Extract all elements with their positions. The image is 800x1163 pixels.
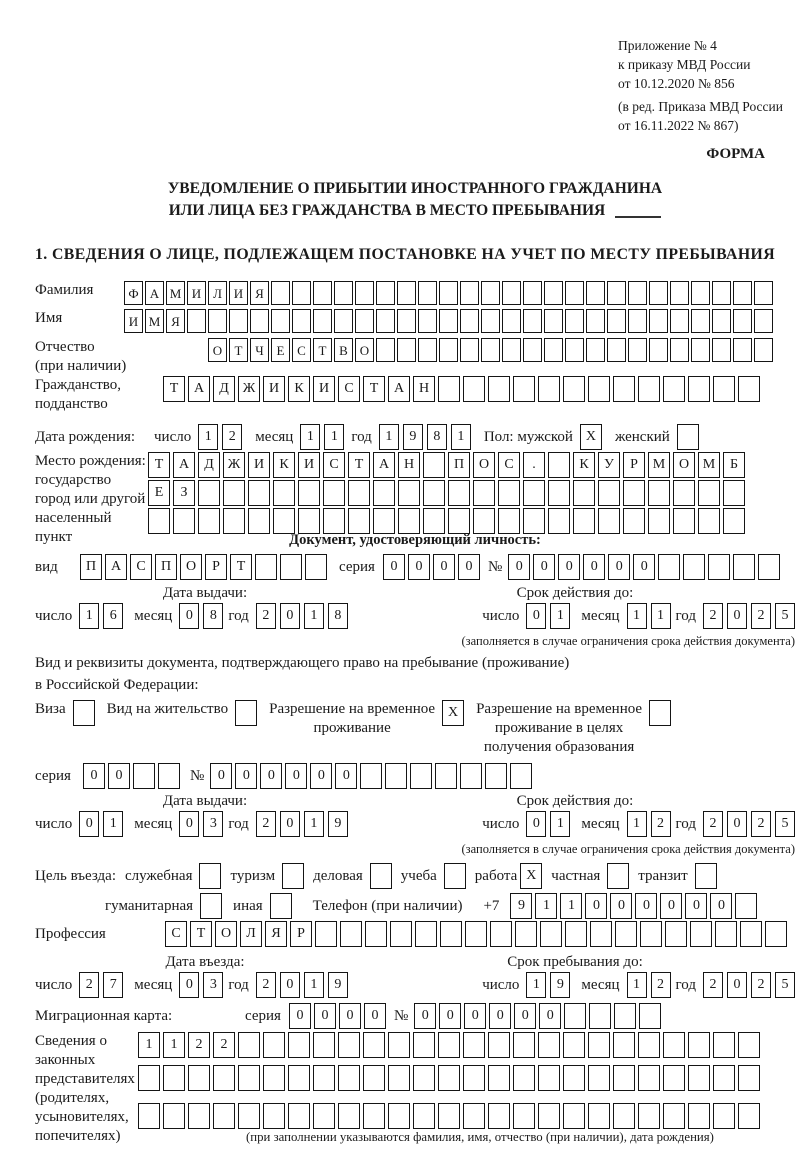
migcard-series-label: серия	[245, 1007, 281, 1024]
birthplace-cells-line1[interactable]: Т А Д Ж И К И С Т А Н П О С . К У Р М О М Б	[148, 452, 745, 478]
rvp-education-checkbox[interactable]	[649, 700, 671, 726]
requisite-line: к приказу МВД России	[618, 57, 751, 72]
requisite-note-line: (в ред. Приказа МВД России	[618, 99, 783, 114]
doc-issue-day-cells[interactable]: 1 6	[79, 603, 123, 629]
purpose-label: Цель въезда:	[35, 867, 116, 884]
purpose-study-checkbox[interactable]	[444, 863, 466, 889]
forma-label: ФОРМА	[706, 146, 765, 162]
resdoc-intro-line1: Вид и реквизиты документа, подтверждающего право на пребывание (проживание)	[35, 655, 570, 671]
visa-checkbox[interactable]	[73, 700, 95, 726]
resdoc-series-label: серия	[35, 767, 71, 784]
surname-row	[35, 281, 795, 305]
doc-valid-date: число 0 1 месяц 1 1 год 2 0 2 5	[482, 603, 795, 629]
patronymic-cells[interactable]: О Т Ч Е С Т В О	[208, 338, 773, 362]
sex-female-label: женский	[614, 428, 670, 445]
requisite-note-line: от 16.11.2022 № 867)	[618, 118, 739, 133]
birthdate-label: Дата рождения:	[35, 428, 136, 445]
document-requisites	[618, 36, 798, 135]
doc-dates-headers	[35, 585, 795, 602]
purpose-study: учеба	[401, 863, 466, 889]
patronymic-row	[35, 338, 795, 376]
doc-type-cells[interactable]: П А С П О Р Т	[80, 554, 327, 580]
migcard-number-cells[interactable]: 0 0 0 0 0 0	[414, 1003, 661, 1029]
doc-issue-header: Дата выдачи:	[162, 585, 248, 601]
purpose-other-checkbox[interactable]	[270, 893, 292, 919]
resdoc-dates-row	[35, 811, 795, 837]
representatives-label: Сведения о законных представителях (родителях, усыновителях, попечителях)	[35, 1033, 135, 1144]
stay-until-date: число 1 9 месяц 1 2 год 2 0 2 5	[482, 972, 795, 998]
resdoc-valid-date: число 0 1 месяц 1 2 год 2 0 2 5	[482, 811, 795, 837]
purpose-business: деловая	[313, 863, 392, 889]
firstname-label: Имя	[35, 310, 63, 326]
representatives-cells-line3[interactable]	[138, 1103, 760, 1129]
birthplace-cells-block	[148, 452, 795, 539]
month-label: месяц	[255, 428, 294, 445]
requisite-line: от 10.12.2020 № 856	[618, 76, 735, 91]
stay-until-header: Срок пребывания до:	[507, 954, 643, 970]
rvp-label: Разрешение на временное проживание	[269, 701, 436, 736]
entry-date-header: Дата въезда:	[165, 954, 245, 970]
phone-cells[interactable]: 9 1 1 0 0 0 0 0 0	[510, 893, 757, 919]
doc-series-label: серия	[339, 558, 375, 575]
day-label: число	[154, 428, 192, 445]
stay-month-cells[interactable]: 1 2	[627, 972, 671, 998]
surname-cells[interactable]: Ф А М И Л И Я	[124, 281, 773, 305]
stay-day-cells[interactable]: 1 9	[526, 972, 570, 998]
doc-valid-month-cells[interactable]: 1 1	[627, 603, 671, 629]
firstname-cells[interactable]: И М Я	[124, 309, 773, 333]
purpose-private: частная	[551, 863, 629, 889]
resdoc-issue-header: Дата выдачи:	[162, 793, 248, 809]
title-underline	[615, 216, 661, 218]
resdoc-dates-headers	[35, 793, 795, 810]
resdoc-valid-month-cells[interactable]: 1 2	[627, 811, 671, 837]
resdoc-issue-year-cells[interactable]: 2 0 1 9	[256, 811, 348, 837]
rvp-education-label: Разрешение на временное проживание в целях получения образования	[476, 701, 643, 755]
purpose-private-checkbox[interactable]	[607, 863, 629, 889]
doc-valid-header: Срок действия до:	[516, 585, 634, 601]
birth-day-cells[interactable]: 1 2	[198, 424, 242, 450]
resdoc-type-row	[35, 700, 795, 757]
doc-type-label: вид	[35, 558, 58, 575]
purpose-row1	[35, 863, 795, 889]
migcard-series-cells[interactable]: 0 0 0 0	[289, 1003, 386, 1029]
citizenship-cells[interactable]: Т А Д Ж И К И С Т А Н	[163, 376, 760, 402]
phone-prefix: +7	[483, 897, 500, 914]
birth-month-cells[interactable]: 1 1	[300, 424, 344, 450]
form-title-line1: УВЕДОМЛЕНИЕ О ПРИБЫТИИ ИНОСТРАННОГО ГРАЖДАНИНА	[167, 180, 663, 197]
entry-year-cells[interactable]: 2 0 1 9	[256, 972, 348, 998]
doc-number-label: №	[487, 558, 503, 575]
residence-permit-checkbox[interactable]	[235, 700, 257, 726]
requisite-line: Приложение № 4	[618, 38, 717, 53]
resdoc-issue-month-cells[interactable]: 0 3	[179, 811, 223, 837]
purpose-business-checkbox[interactable]	[370, 863, 392, 889]
purpose-work-checkbox[interactable]: X	[520, 863, 542, 889]
purpose-transit-checkbox[interactable]	[695, 863, 717, 889]
representatives-row	[35, 1032, 795, 1146]
doc-series-cells[interactable]: 0 0 0 0	[383, 554, 480, 580]
firstname-row	[35, 309, 795, 333]
resdoc-issue-date: число 0 1 месяц 0 3 год 2 0 1 9	[35, 811, 348, 837]
sex-male-checkbox[interactable]: X	[580, 424, 602, 450]
birthplace-cells-line3[interactable]	[148, 508, 745, 534]
entry-dates-headers	[35, 954, 795, 971]
resdoc-number-label: №	[190, 767, 205, 784]
purpose-tourism-checkbox[interactable]	[282, 863, 304, 889]
surname-label: Фамилия	[35, 282, 94, 298]
entry-dates-row	[35, 972, 795, 998]
profession-label: Профессия	[35, 925, 106, 942]
birthplace-label: Место рождения: государство город или другой населенный пункт	[35, 453, 146, 545]
profession-cells[interactable]: С Т О Л Я Р	[165, 921, 787, 947]
purpose-work: работа X	[475, 863, 543, 889]
doc-issue-date: число 1 6 месяц 0 8 год 2 0 1 8	[35, 603, 348, 629]
profession-row	[35, 921, 795, 947]
identity-doc-row	[35, 554, 795, 580]
purpose-row2	[35, 893, 795, 919]
representatives-cells-block	[138, 1032, 795, 1134]
birthdate-row	[35, 424, 795, 450]
doc-number-cells[interactable]: 0 0 0 0 0 0	[508, 554, 780, 580]
doc-valid-year-cells[interactable]: 2 0 2 5	[703, 603, 795, 629]
resdoc-issue-day-cells[interactable]: 0 1	[79, 811, 123, 837]
purpose-other: иная	[233, 893, 292, 919]
resdoc-valid-year-cells[interactable]: 2 0 2 5	[703, 811, 795, 837]
entry-date: число 2 7 месяц 0 3 год 2 0 1 9	[35, 972, 348, 998]
identity-doc-heading: Документ, удостоверяющий личность:	[289, 532, 541, 548]
citizenship-label: Гражданство, подданство	[35, 377, 122, 412]
form-title-line2: ИЛИ ЛИЦА БЕЗ ГРАЖДАНСТВА В МЕСТО ПРЕБЫВАНИЯ	[35, 200, 795, 222]
representatives-footnote: (при заполнении указываются фамилия, имя, отчество (при наличии), дата рождения)	[246, 1130, 714, 1144]
representatives-cells-line1[interactable]: 1 1 2 2	[138, 1032, 760, 1058]
migcard-number-label: №	[393, 1007, 409, 1024]
visa-option	[35, 700, 95, 726]
purpose-humanitarian: гуманитарная	[105, 893, 222, 919]
rvp-education-option	[476, 700, 671, 757]
purpose-transit: транзит	[638, 863, 716, 889]
purpose-official-checkbox[interactable]	[199, 863, 221, 889]
residence-permit-label: Вид на жительство	[106, 701, 229, 717]
form-title	[35, 178, 795, 222]
citizenship-row	[35, 376, 795, 414]
resdoc-valid-header: Срок действия до:	[516, 793, 634, 809]
sex-male-label: Пол: мужской	[483, 428, 573, 445]
entry-month-cells[interactable]: 0 3	[179, 972, 223, 998]
purpose-tourism: туризм	[230, 863, 304, 889]
resdoc-series-cells[interactable]: 0 0	[83, 763, 180, 789]
year-label: год	[351, 428, 372, 445]
phone-label: Телефон (при наличии)	[312, 897, 463, 914]
stay-year-cells[interactable]: 2 0 2 5	[703, 972, 795, 998]
entry-day-cells[interactable]: 2 7	[79, 972, 123, 998]
birth-year-cells[interactable]: 1 9 8 1	[379, 424, 471, 450]
rvp-checkbox[interactable]: X	[442, 700, 464, 726]
purpose-official: служебная	[125, 863, 222, 889]
representatives-cells-line2[interactable]	[138, 1065, 760, 1091]
section1-heading: 1. СВЕДЕНИЯ О ЛИЦЕ, ПОДЛЕЖАЩЕМ ПОСТАНОВКЕ НА УЧЕТ ПО МЕСТУ ПРЕБЫВАНИЯ	[35, 246, 776, 263]
purpose-humanitarian-checkbox[interactable]	[200, 893, 222, 919]
residence-permit-option	[107, 700, 257, 726]
birthplace-cells-line2[interactable]: Е З	[148, 480, 745, 506]
doc-dates-row	[35, 603, 795, 629]
rvp-option	[269, 700, 464, 738]
resdoc-validity-footnote: (заполняется в случае ограничения срока действия документа)	[461, 842, 795, 856]
migration-card-row	[35, 1003, 795, 1029]
doc-issue-month-cells[interactable]: 0 8	[179, 603, 223, 629]
resdoc-intro-line2: в Российской Федерации:	[35, 677, 199, 693]
visa-label: Виза	[35, 701, 66, 717]
doc-valid-day-cells[interactable]: 0 1	[526, 603, 570, 629]
patronymic-label: Отчество (при наличии)	[35, 339, 127, 374]
resdoc-valid-day-cells[interactable]: 0 1	[526, 811, 570, 837]
doc-validity-footnote: (заполняется в случае ограничения срока действия документа)	[461, 634, 795, 648]
doc-issue-year-cells[interactable]: 2 0 1 8	[256, 603, 348, 629]
resdoc-series-row	[35, 763, 795, 789]
sex-female-checkbox[interactable]	[677, 424, 699, 450]
migration-card-label: Миграционная карта:	[35, 1007, 173, 1024]
resdoc-number-cells[interactable]: 0 0 0 0 0 0	[210, 763, 532, 789]
